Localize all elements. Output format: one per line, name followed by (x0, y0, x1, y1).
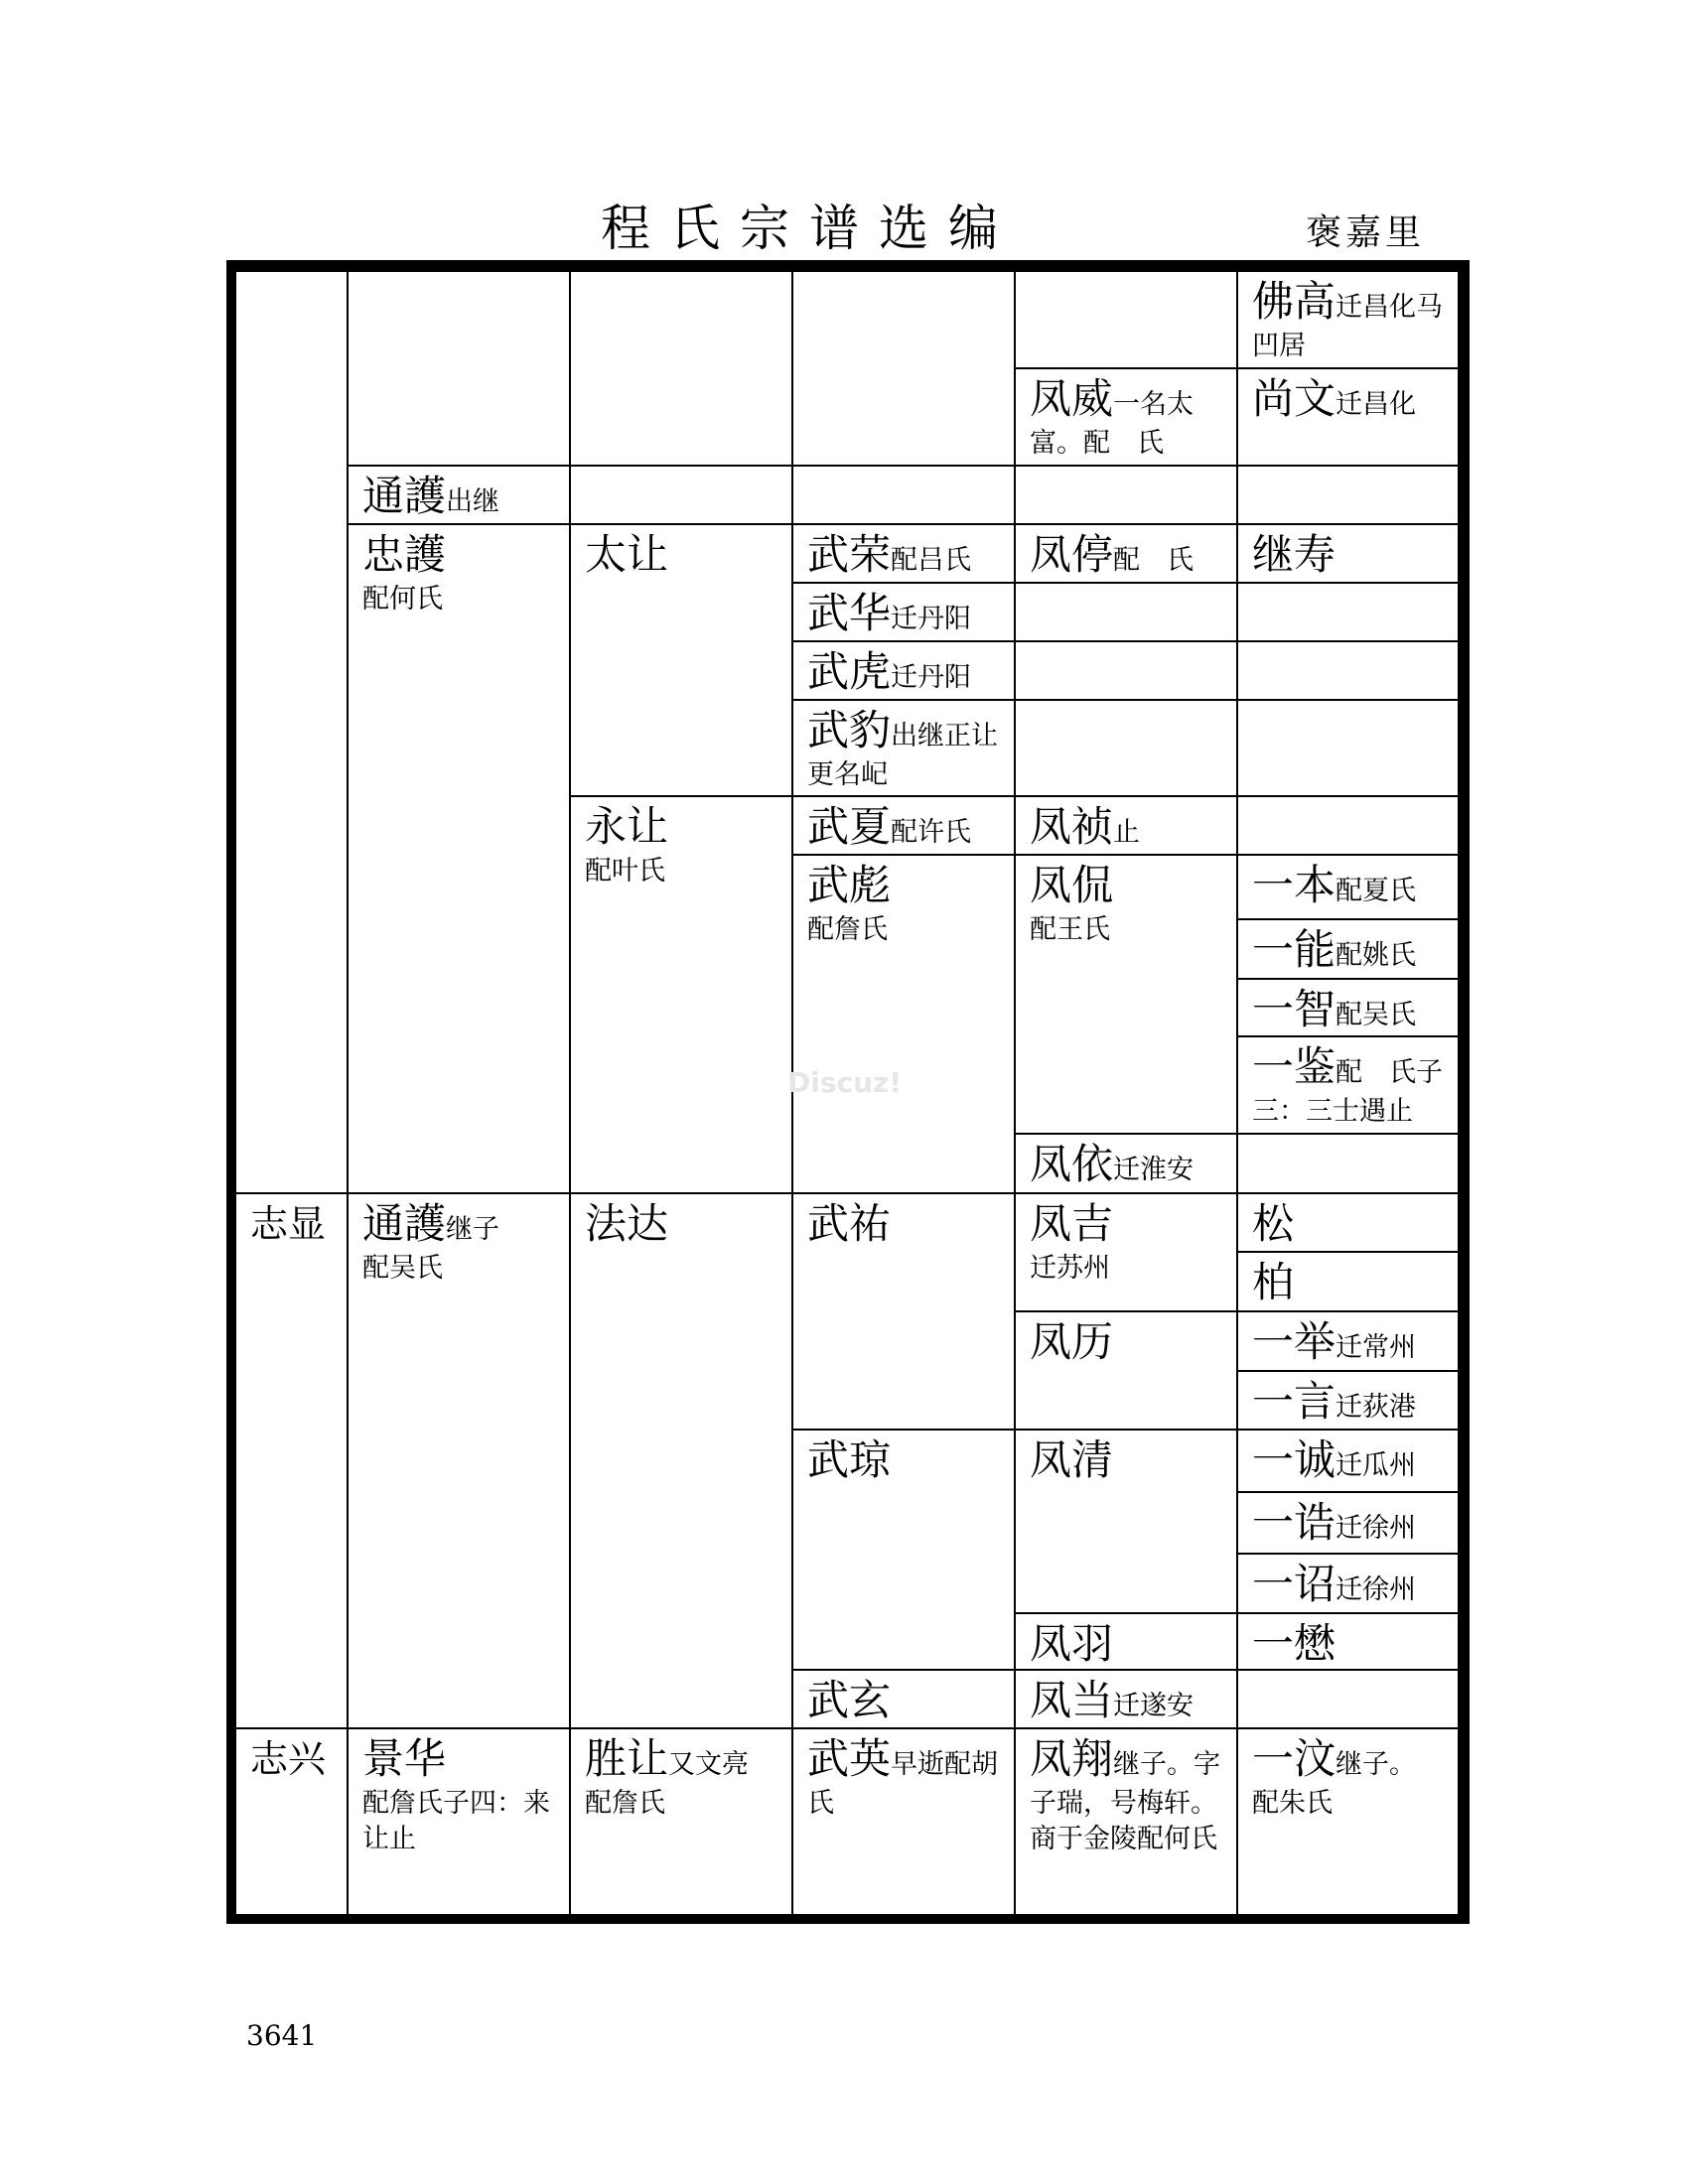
person-entry (793, 1729, 1014, 1914)
person-entry (1016, 797, 1236, 854)
person-entry (1238, 1037, 1458, 1133)
person-name: 一鉴 (1252, 1042, 1336, 1091)
person-name: 凤祯 (1030, 802, 1114, 851)
person-note: 出继 (446, 486, 500, 517)
person-name: 胜让 (585, 1734, 669, 1783)
person-note: 继子。字子瑞，号梅轩。商于金陵配何氏 (1030, 1749, 1221, 1854)
person-note: 配许氏 (891, 817, 972, 848)
person-entry (349, 1729, 569, 1914)
person-name: 柏 (1252, 1258, 1295, 1306)
person-entry (793, 1194, 1014, 1429)
person-name: 继寿 (1252, 530, 1336, 579)
person-entry (793, 584, 1014, 640)
person-note: 继子。配朱氏 (1252, 1749, 1417, 1819)
person-entry (1238, 856, 1458, 918)
person-name: 凤羽 (1030, 1619, 1114, 1668)
person-entry (349, 525, 569, 1192)
person-note: 配吕氏 (891, 545, 972, 576)
person-name: 一智 (1252, 985, 1336, 1033)
person-entry (349, 467, 569, 523)
person-entry (1016, 1729, 1236, 1914)
person-entry (349, 1194, 569, 1727)
person-note: 迁常州 (1336, 1332, 1417, 1363)
person-name: 通護 (362, 1199, 447, 1248)
person-name: 武彪 (807, 861, 892, 909)
person-name: 凤翔 (1030, 1734, 1114, 1783)
person-entry (571, 1729, 791, 1914)
person-entry (1016, 1194, 1236, 1310)
person-name: 一诚 (1252, 1435, 1336, 1484)
person-note: 迁丹阳 (891, 604, 972, 634)
person-name: 凤清 (1030, 1435, 1114, 1484)
person-name: 武玄 (807, 1676, 892, 1724)
person-entry (1238, 1372, 1458, 1429)
person-name: 忠護 (362, 530, 447, 579)
person-entry (793, 856, 1014, 1192)
person-entry (793, 1671, 1014, 1727)
person-entry (236, 1194, 347, 1727)
page-title: 程氏宗谱选编 (601, 200, 1018, 257)
person-name: 一能 (1252, 925, 1336, 974)
person-entry (1238, 272, 1458, 367)
person-name: 一懋 (1252, 1619, 1336, 1668)
person-name: 凤侃 (1030, 861, 1114, 909)
person-name: 通護 (362, 472, 447, 520)
person-name: 一举 (1252, 1317, 1336, 1366)
person-entry (1238, 1312, 1458, 1370)
person-name: 法达 (585, 1199, 669, 1248)
person-name: 一言 (1252, 1377, 1336, 1426)
person-name: 凤停 (1030, 530, 1114, 579)
person-entry (1238, 920, 1458, 978)
person-entry (1238, 1614, 1458, 1669)
person-name: 武夏 (807, 802, 892, 851)
person-entry (1238, 1253, 1458, 1310)
person-note: 配詹氏 (807, 914, 888, 945)
person-entry (1238, 1194, 1458, 1251)
person-name: 凤吉 (1030, 1199, 1114, 1248)
person-entry (1238, 525, 1458, 582)
person-name: 凤历 (1030, 1317, 1114, 1366)
person-entry (236, 1729, 347, 1914)
person-name: 一本 (1252, 861, 1336, 909)
person-name: 志显 (250, 1202, 327, 1246)
person-name: 武英 (807, 1734, 892, 1783)
watermark: Discuz! (787, 1066, 903, 1099)
person-entry (1016, 1431, 1236, 1612)
person-note: 迁荻港 (1336, 1392, 1417, 1423)
person-note: 出继正让更名屺 (807, 721, 999, 790)
person-note: 一名太富。配 氏 (1030, 389, 1195, 459)
person-note: 迁丹阳 (891, 662, 972, 693)
person-entry (1238, 1555, 1458, 1612)
person-name: 一诏 (1252, 1560, 1336, 1608)
person-name: 尚文 (1252, 374, 1336, 423)
person-entry (1238, 1729, 1458, 1914)
person-note: 配何氏 (362, 584, 443, 614)
person-entry (1238, 1431, 1458, 1491)
person-note: 迁徐州 (1336, 1574, 1417, 1605)
person-entry (1016, 369, 1236, 465)
person-note: 配叶氏 (585, 856, 665, 887)
person-name: 武琼 (807, 1435, 892, 1484)
person-entry (1238, 369, 1458, 465)
person-name: 武豹 (807, 706, 892, 754)
person-name: 凤威 (1030, 374, 1114, 423)
person-note: 早逝配胡氏 (807, 1749, 999, 1819)
person-entry (1238, 1493, 1458, 1553)
person-entry (571, 1194, 791, 1727)
person-entry (793, 797, 1014, 854)
person-note: 迁淮安 (1113, 1155, 1195, 1185)
person-note: 迁瓜州 (1336, 1450, 1417, 1481)
person-entry (1016, 1312, 1236, 1429)
person-name: 一汶 (1252, 1734, 1336, 1783)
person-note: 配夏氏 (1336, 876, 1417, 906)
person-note: 配 氏 (1113, 545, 1195, 576)
person-note: 迁徐州 (1336, 1513, 1417, 1544)
page-number: 3641 (246, 2019, 318, 2052)
person-note: 配姚氏 (1336, 940, 1417, 971)
person-name: 凤当 (1030, 1676, 1114, 1724)
person-name: 松 (1252, 1199, 1295, 1248)
person-name: 武虎 (807, 647, 892, 696)
person-note: 迁苏州 (1030, 1253, 1110, 1284)
person-note: 配吴氏 (1336, 1000, 1417, 1030)
person-note: 止 (1113, 817, 1141, 848)
person-entry (1016, 1135, 1236, 1192)
person-name: 武荣 (807, 530, 892, 579)
person-name: 武祐 (807, 1199, 892, 1248)
person-name: 永让 (585, 802, 669, 851)
person-name: 志兴 (250, 1737, 327, 1781)
person-entry (793, 525, 1014, 582)
person-note: 又文亮配詹氏 (585, 1749, 750, 1819)
person-note: 继子配吴氏 (362, 1214, 500, 1284)
person-entry (793, 642, 1014, 699)
person-entry (1016, 856, 1236, 1133)
person-note: 配詹氏子四：来让止 (362, 1788, 550, 1854)
person-name: 武华 (807, 589, 892, 637)
person-note: 迁昌化 (1336, 389, 1417, 420)
person-name: 佛高 (1252, 277, 1336, 326)
person-note: 迁昌化马凹居 (1252, 292, 1444, 361)
person-entry (1016, 1671, 1236, 1727)
person-note: 配王氏 (1030, 914, 1110, 945)
person-note: 迁遂安 (1113, 1691, 1195, 1721)
person-entry (1016, 525, 1236, 582)
place-name: 褒嘉里 (1306, 212, 1426, 253)
person-entry (793, 701, 1014, 795)
person-note: 配 氏子三：三士遇止 (1252, 1057, 1444, 1127)
person-name: 一诰 (1252, 1498, 1336, 1547)
person-entry (1016, 1614, 1236, 1669)
person-entry (793, 1431, 1014, 1669)
person-entry (1238, 980, 1458, 1035)
person-entry (571, 797, 791, 1192)
person-name: 景华 (362, 1734, 447, 1783)
person-name: 凤依 (1030, 1140, 1114, 1188)
person-entry (571, 525, 791, 795)
person-name: 太让 (585, 530, 669, 579)
